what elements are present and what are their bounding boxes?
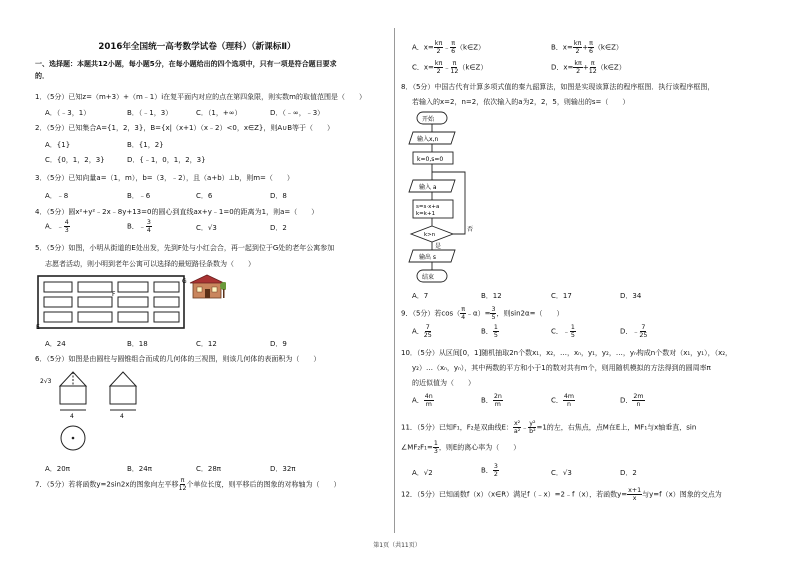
q10-option-c: C． $\frac{4m}{n}$ <box>551 393 575 408</box>
house-icon <box>190 275 226 298</box>
q11-stem-line2: ∠MF₂F₁= $\frac{1}{3}$ ，则E的离心率为（ ） <box>401 440 521 455</box>
q4-stem: 4．（5分）圆x²+y²﹣2x﹣8y+13=0的圆心到直线ax+y﹣1=0的距离为1，则a=（ ） <box>35 208 319 216</box>
q3-option-c: C．6 <box>196 192 213 200</box>
q11-option-c: C．√3 <box>551 469 572 477</box>
q4-option-c: C．√3 <box>196 224 217 232</box>
q7-option-b: B．x= $\frac{k\pi}{2}$ + $\frac{\pi}{6}$ （k∈Z） <box>551 40 623 55</box>
column-divider <box>394 28 395 533</box>
q11-option-d: D．2 <box>620 469 637 477</box>
page-footer: 第1页（共11页） <box>373 542 421 549</box>
q6-option-d: D．32π <box>270 465 296 473</box>
q6-option-b: B．24π <box>127 465 152 473</box>
q2-option-c: C．{0，1，2，3} <box>45 156 105 164</box>
dim-width2-label: 4 <box>120 413 124 420</box>
q3-option-a: A．﹣8 <box>45 192 69 200</box>
q4-option-a: A．﹣ $\frac{4}{3}$ <box>45 219 69 234</box>
q2-stem: 2．（5分）已知集合A={1，2，3}，B={x|（x+1）（x﹣2）<0，x∈Z}，则A∪B等于（ ） <box>35 124 335 132</box>
q9-stem: 9．（5分）若cos（ $\frac{\pi}{4}$ ﹣α）= $\frac{3}{5}$ ，则sin2α=（ ） <box>401 306 564 321</box>
q10-stem-line1: 10．（5分）从区间[0，1]随机抽取2n个数x₁，x₂，…，xₙ，y₁，y₂，…，yₙ构成n个数对（x₁，y₁），（x₂， <box>401 349 733 357</box>
section-heading-line1: 一、选择题：本题共12小题，每小题5分，在每小题给出的四个选项中，只有一项是符合题目要求 <box>35 60 337 68</box>
q8-option-a: A．7 <box>412 292 429 300</box>
flow-start: 开始 <box>422 116 435 123</box>
q1-option-d: D．（﹣∞，﹣3） <box>270 109 325 117</box>
section-heading-line2: 的． <box>35 72 49 80</box>
q5-option-d: D．9 <box>270 340 287 348</box>
q11-stem-line1: 11．（5分）已知F₁，F₂是双曲线E： $\frac{\text{x²}}{\text{a²}}$ ﹣ $\frac{\text{y²}}{\text{b²}}$ =1的左，右焦点，点M在E上，MF₁与x轴垂直，sin <box>401 420 697 435</box>
q9-option-b: B． $\frac{1}{5}$ <box>481 324 498 339</box>
q7-option-d: D．x= $\frac{k\pi}{2}$ + $\frac{\pi}{12}$ （k∈Z） <box>551 60 626 75</box>
point-g-label: G <box>182 278 187 285</box>
q1-stem: 1．（5分）已知z=（m+3）+（m﹣1）i在复平面内对应的点在第四象限，则实数m的取值范围是（ ） <box>35 93 366 101</box>
point-e-label: E <box>36 324 40 331</box>
q2-option-b: B．{1，2} <box>127 141 164 149</box>
q7-stem: 7．（5分）若将函数y=2sin2x的图象向左平移 $\frac{\pi}{12}$ 个单位长度，则平移后的图象的对称轴为（ ） <box>35 477 341 492</box>
dim-width1-label: 4 <box>70 413 74 420</box>
q11-option-a: A．√2 <box>412 469 433 477</box>
flow-yes-label: 是 <box>435 243 442 250</box>
q5-option-b: B．18 <box>127 340 148 348</box>
q10-option-d: D． $\frac{2m}{n}$ <box>620 393 644 408</box>
q5-option-a: A．24 <box>45 340 66 348</box>
q6-stem: 6．（5分）如图是由圆柱与圆锥组合而成的几何体的三视图，则该几何体的表面积为（ ） <box>35 355 321 363</box>
q1-option-a: A．（﹣3，1） <box>45 109 91 117</box>
flow-input-xn: 输入x,n <box>417 136 439 143</box>
q8-stem-line1: 8．（5分）中国古代有计算多项式值的秦九韶算法，如图是实现该算法的程序框图．执行该程序框图， <box>401 83 715 91</box>
flow-update-k: k=k+1 <box>416 211 436 217</box>
q9-option-a: A． $\frac{7}{25}$ <box>412 324 432 339</box>
street-grid-figure <box>36 274 226 334</box>
q12-stem: 12．（5分）已知函数f（x）（x∈R）满足f（﹣x）=2﹣f（x），若函数y= $\frac{x+1}{x}$ 与y=f（x）图象的交点为 <box>401 487 722 502</box>
q5-stem-line1: 5．（5分）如图，小明从街道的E处出发，先到F处与小红会合，再一起到位于G处的老年公寓参加 <box>35 244 335 252</box>
q8-option-c: C．17 <box>551 292 572 300</box>
q3-option-d: D．8 <box>270 192 287 200</box>
q4-option-b: B．﹣ $\frac{3}{4}$ <box>127 219 151 234</box>
q2-option-a: A．{1} <box>45 141 71 149</box>
point-f-label: F <box>112 291 116 298</box>
q10-option-b: B． $\frac{2n}{m}$ <box>481 393 502 408</box>
q10-option-a: A． $\frac{4n}{m}$ <box>412 393 433 408</box>
q9-option-d: D．﹣ $\frac{7}{25}$ <box>620 324 648 339</box>
q8-option-b: B．12 <box>481 292 502 300</box>
q9-option-c: C．﹣ $\frac{1}{5}$ <box>551 324 575 339</box>
q7-option-c: C．x= $\frac{k\pi}{2}$ ﹣ $\frac{\pi}{12}$ （k∈Z） <box>412 60 488 75</box>
q10-stem-line3: 的近似值为（ ） <box>412 379 475 387</box>
q3-option-b: B．﹣6 <box>127 192 151 200</box>
flow-end: 结束 <box>422 274 435 281</box>
q8-stem-line2: 若输入的x=2，n=2，依次输入的a为2，2，5，则输出的s=（ ） <box>412 98 630 106</box>
page-title: 2016年全国统一高考数学试卷（理科）（新课标Ⅱ） <box>98 42 296 52</box>
section-heading <box>35 58 390 82</box>
q5-option-c: C．12 <box>196 340 217 348</box>
q10-stem-line2: y₂）…（xₙ，yₙ），其中两数的平方和小于1的数对共有m个，则用随机模拟的方法得到的圆周率π <box>412 364 711 372</box>
q11-option-b: B． $\frac{3}{2}$ <box>481 463 498 478</box>
q5-stem-line2: 志愿者活动，则小明到老年公寓可以选择的最短路径条数为（ ） <box>45 260 255 268</box>
q6-option-c: C．28π <box>196 465 222 473</box>
q7-option-a: A．x= $\frac{k\pi}{2}$ ﹣ $\frac{\pi}{6}$ （k∈Z） <box>412 40 485 55</box>
flow-init: k=0,s=0 <box>417 156 444 163</box>
q2-option-d: D．{﹣1，0，1，2，3} <box>127 156 206 164</box>
q8-option-d: D．34 <box>620 292 642 300</box>
q1-option-c: C．（1，+∞） <box>196 109 242 117</box>
q6-option-a: A．20π <box>45 465 70 473</box>
flow-update-s: s=s·x+a <box>416 204 440 210</box>
flow-no-label: 否 <box>467 226 474 233</box>
flow-output: 输出 s <box>419 254 437 261</box>
dim-height-label: 2√3 <box>40 378 52 385</box>
flow-input-a: 输入 a <box>419 184 437 191</box>
q1-option-b: B．（﹣1，3） <box>127 109 173 117</box>
flowchart-figure <box>405 110 495 286</box>
q3-stem: 3．（5分）已知向量a=（1，m），b=（3，﹣2），且（a+b）⊥b，则m=（ ） <box>35 174 294 182</box>
flow-condition: k>n <box>424 232 436 238</box>
q4-option-d: D．2 <box>270 224 287 232</box>
three-view-figure <box>38 366 148 456</box>
